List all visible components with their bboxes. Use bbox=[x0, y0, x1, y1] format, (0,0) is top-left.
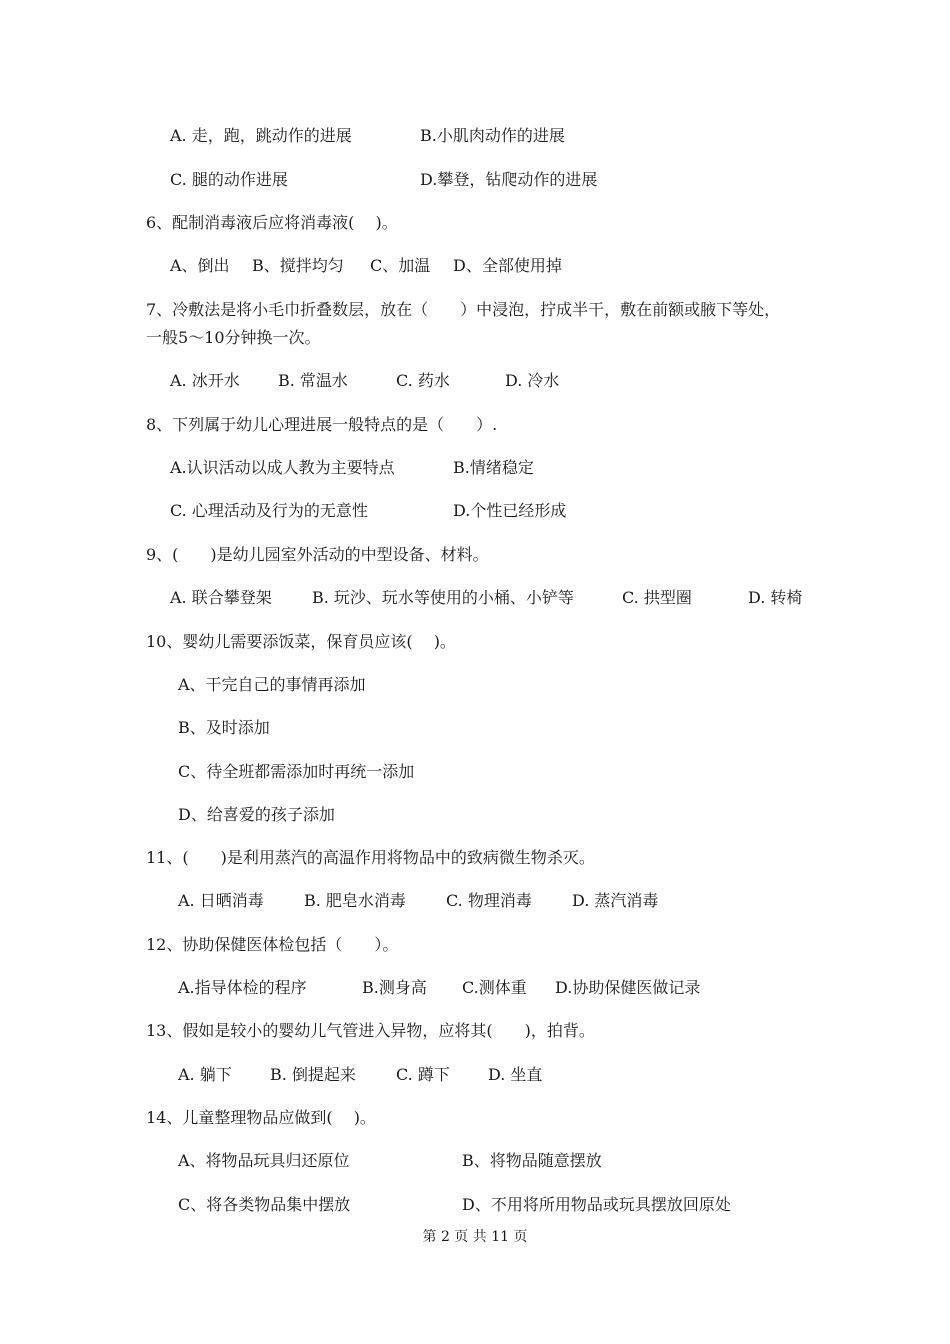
q13-stem: 13、假如是较小的婴幼儿气管进入异物，应将其( )，拍背。 bbox=[146, 1021, 595, 1040]
q10-option-c: C、待全班都需添加时再统一添加 bbox=[178, 762, 415, 781]
page-footer: 第 2 页 共 11 页 bbox=[422, 1229, 528, 1245]
q10-option-a: A、干完自己的事情再添加 bbox=[178, 675, 366, 694]
q7-option-c: C. 药水 bbox=[396, 371, 450, 390]
q12-option-d: D.协助保健医做记录 bbox=[555, 978, 701, 997]
q8-option-a: A.认识活动以成人教为主要特点 bbox=[170, 458, 395, 477]
q7-option-d: D. 冷水 bbox=[505, 371, 560, 390]
q11-option-c: C. 物理消毒 bbox=[446, 891, 532, 910]
q5-option-a: A. 走，跑，跳动作的进展 bbox=[170, 126, 352, 145]
q5-option-c: C. 腿的动作进展 bbox=[170, 170, 288, 189]
q11-stem: 11、( )是利用蒸汽的高温作用将物品中的致病微生物杀灭。 bbox=[146, 848, 595, 867]
q9-option-c: C. 拱型圈 bbox=[622, 588, 692, 607]
q13-option-d: D. 坐直 bbox=[488, 1065, 543, 1084]
q10-option-d: D、给喜爱的孩子添加 bbox=[178, 805, 335, 824]
q7-option-b: B. 常温水 bbox=[278, 371, 348, 390]
q14-stem: 14、儿童整理物品应做到( )。 bbox=[146, 1108, 376, 1127]
q5-option-d: D.攀登，钻爬动作的进展 bbox=[420, 170, 598, 189]
q8-stem: 8、下列属于幼儿心理进展一般特点的是（ ）. bbox=[146, 415, 498, 434]
q6-option-b: B、搅拌均匀 bbox=[252, 256, 344, 275]
q13-option-a: A. 躺下 bbox=[178, 1065, 232, 1084]
q6-option-c: C、加温 bbox=[370, 256, 431, 275]
q7-stem-line1: 7、冷敷法是将小毛巾折叠数层，放在（ ）中浸泡，拧成半干，敷在前额或腋下等处， bbox=[146, 300, 781, 319]
q11-option-a: A. 日晒消毒 bbox=[178, 891, 264, 910]
q8-option-d: D.个性已经形成 bbox=[453, 501, 567, 520]
q11-option-d: D. 蒸汽消毒 bbox=[572, 891, 659, 910]
q8-option-c: C. 心理活动及行为的无意性 bbox=[170, 501, 368, 520]
q10-option-b: B、及时添加 bbox=[178, 718, 270, 737]
q14-option-d: D、不用将所用物品或玩具摆放回原处 bbox=[462, 1195, 731, 1214]
q14-option-a: A、将物品玩具归还原位 bbox=[178, 1151, 350, 1170]
q12-stem: 12、协助保健医体检包括（ ）。 bbox=[146, 935, 399, 954]
q9-option-b: B. 玩沙、玩水等使用的小桶、小铲等 bbox=[312, 588, 574, 607]
q7-stem-line2: 一般5～10分钟换一次。 bbox=[146, 328, 321, 347]
q5-option-b: B.小肌肉动作的进展 bbox=[420, 126, 565, 145]
q8-option-b: B.情绪稳定 bbox=[453, 458, 534, 477]
q6-option-d: D、全部使用掉 bbox=[453, 256, 562, 275]
q12-option-a: A.指导体检的程序 bbox=[178, 978, 307, 997]
q6-option-a: A、倒出 bbox=[170, 256, 230, 275]
q12-option-b: B.测身高 bbox=[362, 978, 427, 997]
q9-stem: 9、( )是幼儿园室外活动的中型设备、材料。 bbox=[146, 545, 489, 564]
q14-option-c: C、将各类物品集中摆放 bbox=[178, 1195, 351, 1214]
q10-stem: 10、婴幼儿需要添饭菜，保育员应该( )。 bbox=[146, 632, 456, 651]
q9-option-a: A. 联合攀登架 bbox=[170, 588, 272, 607]
q13-option-b: B. 倒提起来 bbox=[270, 1065, 356, 1084]
q6-stem: 6、配制消毒液后应将消毒液( )。 bbox=[146, 213, 398, 232]
q11-option-b: B. 肥皂水消毒 bbox=[304, 891, 406, 910]
q14-option-b: B、将物品随意摆放 bbox=[462, 1151, 602, 1170]
q7-option-a: A. 冰开水 bbox=[170, 371, 240, 390]
q13-option-c: C. 蹲下 bbox=[396, 1065, 450, 1084]
q12-option-c: C.测体重 bbox=[462, 978, 527, 997]
q9-option-d: D. 转椅 bbox=[748, 588, 803, 607]
